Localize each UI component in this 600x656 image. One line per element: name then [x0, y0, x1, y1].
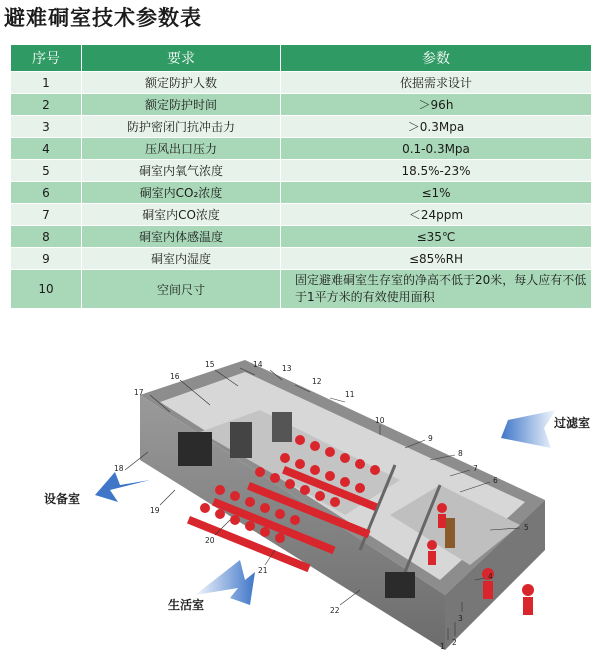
callout-14: 14: [253, 360, 263, 369]
callout-7: 7: [473, 464, 478, 473]
chamber-illustration: [0, 340, 600, 652]
header-no: 序号: [11, 45, 82, 72]
row-parameter: ＜24ppm: [281, 204, 592, 226]
row-parameter: 依据需求设计: [281, 72, 592, 94]
row-no: 10: [11, 270, 82, 309]
table-row: [11, 138, 592, 160]
callout-3: 3: [458, 614, 463, 623]
callout-21: 21: [258, 566, 268, 575]
room-label-transition: 过滤室: [554, 416, 591, 430]
callout-11: 11: [345, 390, 355, 399]
row-parameter: ≤1%: [281, 182, 592, 204]
row-no: 1: [11, 72, 82, 94]
callout-4: 4: [488, 572, 493, 581]
row-requirement: 硐室内CO₂浓度: [82, 182, 281, 204]
row-requirement: 压风出口压力: [82, 138, 281, 160]
header-requirement: 要求: [82, 45, 281, 72]
callout-13: 13: [282, 364, 292, 373]
row-no: 3: [11, 116, 82, 138]
refuge-chamber-diagram: [0, 340, 600, 652]
page-title: 避难硐室技术参数表: [4, 6, 202, 30]
row-parameter: 18.5%-23%: [281, 160, 592, 182]
callout-16: 16: [170, 372, 180, 381]
callout-9: 9: [428, 434, 433, 443]
row-parameter: ≤35℃: [281, 226, 592, 248]
callout-22: 22: [330, 606, 340, 615]
table-header-row: [11, 45, 592, 72]
table-row: [11, 226, 592, 248]
row-no: 7: [11, 204, 82, 226]
row-no: 9: [11, 248, 82, 270]
callout-20: 20: [205, 536, 215, 545]
callout-1: 1: [440, 642, 445, 651]
table-row: [11, 270, 592, 309]
callout-15: 15: [205, 360, 215, 369]
row-requirement: 防护密闭门抗冲击力: [82, 116, 281, 138]
callout-5: 5: [524, 523, 529, 532]
row-requirement: 额定防护时间: [82, 94, 281, 116]
row-no: 2: [11, 94, 82, 116]
room-label-equipment: 设备室: [44, 492, 81, 506]
row-parameter: 0.1-0.3Mpa: [281, 138, 592, 160]
row-no: 5: [11, 160, 82, 182]
row-no: 8: [11, 226, 82, 248]
row-no: 4: [11, 138, 82, 160]
row-requirement: 空间尺寸: [82, 270, 281, 309]
row-parameter: 固定避难硐室生存室的净高不低于20米，每人应有不低于1平方米的有效使用面积: [281, 270, 592, 309]
row-no: 6: [11, 182, 82, 204]
callout-10: 10: [375, 416, 385, 425]
callout-17: 17: [134, 388, 144, 397]
callout-8: 8: [458, 449, 463, 458]
row-parameter: ＞0.3Mpa: [281, 116, 592, 138]
room-label-living: 生活室: [168, 598, 205, 612]
table-row: [11, 160, 592, 182]
header-parameter: 参数: [281, 45, 592, 72]
table-row: [11, 182, 592, 204]
row-parameter: ＞96h: [281, 94, 592, 116]
table-row: [11, 72, 592, 94]
table-row: [11, 248, 592, 270]
callout-2: 2: [452, 638, 457, 647]
callout-19: 19: [150, 506, 160, 515]
spec-table: [10, 44, 592, 309]
row-requirement: 硐室内CO浓度: [82, 204, 281, 226]
row-parameter: ≤85%RH: [281, 248, 592, 270]
row-requirement: 硐室内氧气浓度: [82, 160, 281, 182]
row-requirement: 硐室内体感温度: [82, 226, 281, 248]
row-requirement: 硐室内湿度: [82, 248, 281, 270]
row-requirement: 额定防护人数: [82, 72, 281, 94]
callout-6: 6: [493, 476, 498, 485]
table-row: [11, 204, 592, 226]
callout-12: 12: [312, 377, 322, 386]
callout-18: 18: [114, 464, 124, 473]
table-row: [11, 116, 592, 138]
table-row: [11, 94, 592, 116]
